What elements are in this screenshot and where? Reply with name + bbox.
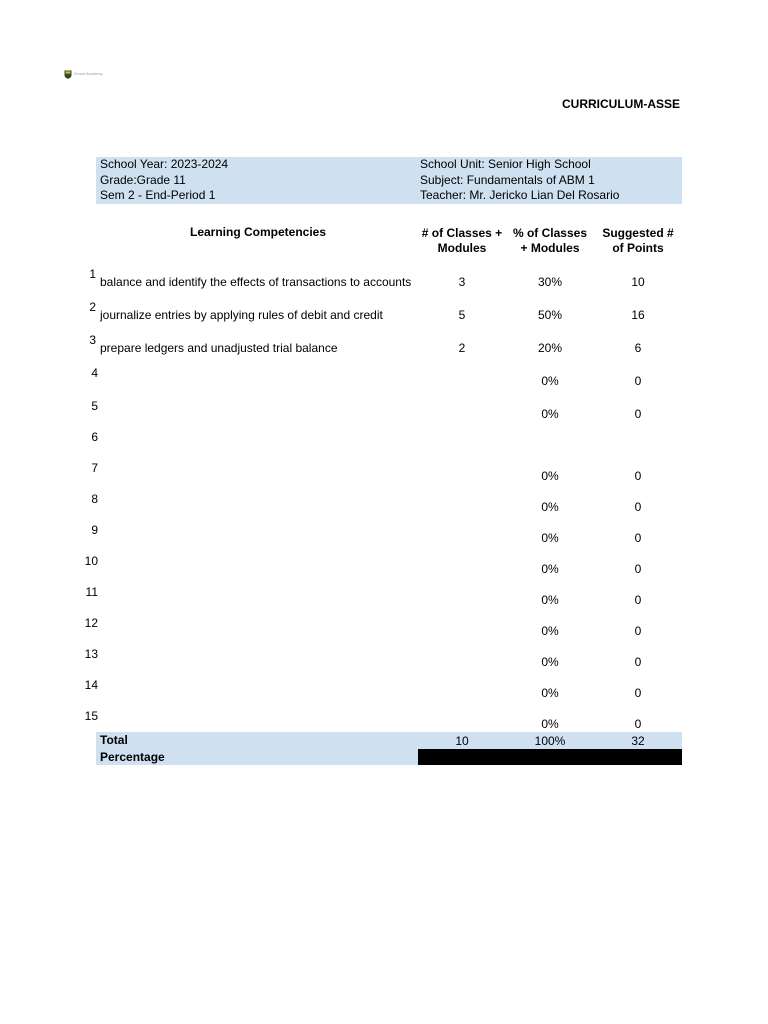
percent-cell: 50%: [537, 308, 563, 322]
row-number: 6: [91, 430, 98, 444]
header-percent-classes: [500, 226, 600, 256]
points-cell: 0: [634, 469, 642, 483]
percent-cell: 0%: [541, 407, 559, 421]
header-pct-line2: + Modules: [520, 241, 580, 255]
row-number: 13: [84, 647, 98, 661]
points-cell: 6: [634, 341, 642, 355]
header-learning-competencies: Learning Competencies: [189, 225, 327, 239]
row-number: 9: [91, 523, 98, 537]
total-classes: 10: [455, 734, 469, 748]
classes-cell: 5: [458, 308, 466, 322]
competency-cell: prepare ledgers and unadjusted trial balance: [100, 341, 338, 355]
teacher: Teacher: Mr. Jericko Lian Del Rosario: [420, 188, 620, 202]
row-number: 8: [91, 492, 98, 506]
school-crest-icon: [64, 70, 72, 79]
percent-cell: 0%: [541, 562, 559, 576]
points-cell: 0: [634, 655, 642, 669]
document-title: CURRICULUM-ASSE: [562, 97, 680, 111]
points-cell: 0: [634, 624, 642, 638]
points-cell: 10: [631, 275, 645, 289]
header-points-line2: of Points: [612, 241, 664, 255]
percent-cell: 0%: [541, 717, 559, 731]
percent-cell: 0%: [541, 655, 559, 669]
percent-cell: 30%: [537, 275, 563, 289]
total-row: [96, 732, 682, 749]
percentage-label: Percentage: [100, 750, 165, 764]
percent-cell: 0%: [541, 500, 559, 514]
row-number: 2: [89, 300, 96, 314]
points-cell: 0: [634, 717, 642, 731]
competency-cell: balance and identify the effects of transactions to accounts: [100, 275, 412, 289]
total-percent: 100%: [534, 734, 566, 748]
row-number: 3: [89, 333, 96, 347]
percent-cell: 0%: [541, 686, 559, 700]
points-cell: 0: [634, 593, 642, 607]
subject: Subject: Fundamentals of ABM 1: [420, 172, 595, 187]
points-cell: 16: [631, 308, 645, 322]
points-cell: 0: [634, 531, 642, 545]
row-number: 4: [91, 366, 98, 380]
row-number: 14: [84, 678, 98, 692]
percent-cell: 0%: [541, 374, 559, 388]
school-logo: [64, 69, 104, 79]
header-classes-modules: [412, 226, 512, 256]
header-classes-line2: Modules: [437, 241, 487, 255]
row-number: 12: [84, 616, 98, 630]
info-block: [96, 157, 682, 204]
row-number: 10: [84, 554, 98, 568]
classes-cell: 2: [458, 341, 466, 355]
header-classes-line1: # of Classes +: [421, 226, 503, 240]
header-suggested-points: [588, 226, 688, 256]
percent-cell: 20%: [537, 341, 563, 355]
total-points: 32: [631, 734, 645, 748]
points-cell: 0: [634, 407, 642, 421]
percent-cell: 0%: [541, 593, 559, 607]
header-points-line1: Suggested #: [602, 226, 674, 240]
row-number: 11: [85, 585, 98, 599]
school-year: School Year: 2023-2024: [100, 157, 229, 171]
row-number: 15: [84, 709, 98, 723]
competency-cell: journalize entries by applying rules of debit and credit: [100, 308, 383, 322]
points-cell: 0: [634, 500, 642, 514]
semester-period: Sem 2 - End-Period 1: [100, 188, 216, 202]
classes-cell: 3: [458, 275, 466, 289]
percent-cell: 0%: [541, 624, 559, 638]
grade: Grade:Grade 11: [100, 172, 186, 187]
logo-text: Grand Academy: [74, 71, 103, 76]
row-number: 1: [89, 267, 96, 281]
percent-cell: 0%: [541, 531, 559, 545]
row-number: 5: [91, 399, 98, 413]
percentage-filled-bar: [418, 749, 682, 765]
header-pct-line1: % of Classes: [512, 226, 588, 240]
school-unit: School Unit: Senior High School: [420, 157, 591, 171]
total-label: Total: [100, 733, 128, 747]
percent-cell: 0%: [541, 469, 559, 483]
row-number: 7: [91, 461, 98, 475]
points-cell: 0: [634, 374, 642, 388]
points-cell: 0: [634, 686, 642, 700]
points-cell: 0: [634, 562, 642, 576]
